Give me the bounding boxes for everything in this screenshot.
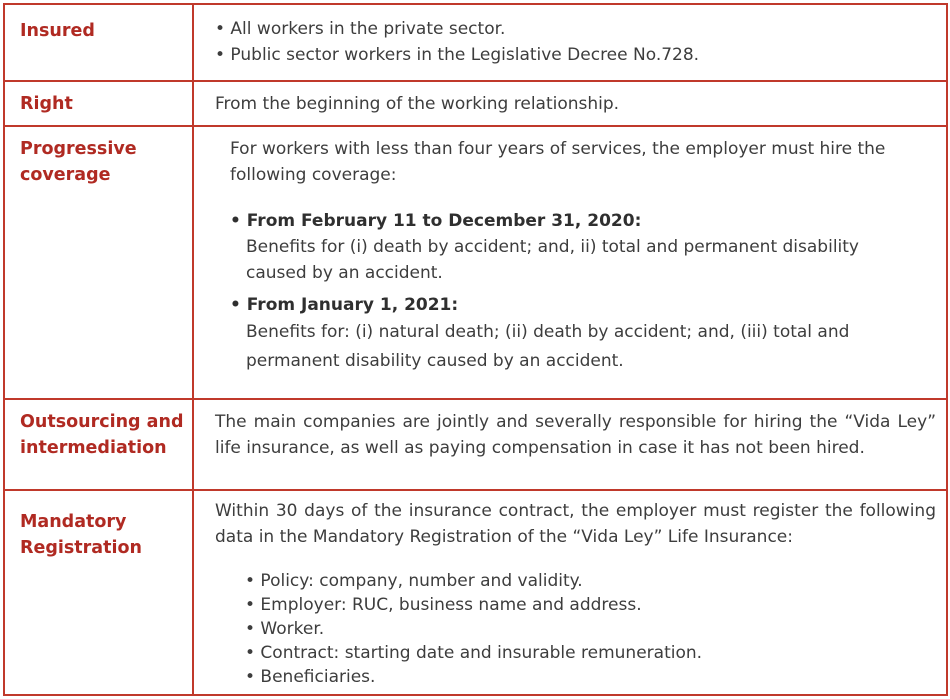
row-content-insured <box>215 16 936 68</box>
row-label-outsourcing: Outsourcing and intermediation <box>20 412 184 458</box>
info-table <box>3 3 948 696</box>
period-text: Benefits for: (i) natural death; (ii) death by accident; and, (iii) total and permanent disability caused by an accident. <box>246 322 850 371</box>
column-divider <box>192 82 194 125</box>
column-divider <box>192 400 194 489</box>
column-divider <box>192 127 194 398</box>
registration-intro: Within 30 days of the insurance contract, the employer must register the following data in the Mandatory Registration of the “Vida Ley” Life Insurance: <box>215 501 936 547</box>
row-content-right: From the beginning of the working relationship. <box>215 94 620 114</box>
period-heading: • From January 1, 2021: <box>230 295 459 315</box>
list-item: • Beneficiaries. <box>245 667 376 687</box>
period-heading: • From February 11 to December 31, 2020: <box>230 211 642 231</box>
period-text: Benefits for (i) death by accident; and, ii) total and permanent disability caused by an accident. <box>246 237 859 283</box>
row-content-progressive-coverage <box>230 136 936 376</box>
row-label-mandatory-registration: Mandatory Registration <box>20 512 142 558</box>
period-block <box>230 208 936 286</box>
row-content-outsourcing: The main companies are jointly and severally responsible for hiring the “Vida Ley” life insurance, as well as paying compensation in case it has not been hired. <box>215 412 936 458</box>
table-row-outsourcing <box>5 398 946 489</box>
column-divider <box>192 5 194 80</box>
table-row-mandatory-registration <box>5 489 946 694</box>
list-item: • Contract: starting date and insurable remuneration. <box>245 643 703 663</box>
registration-list <box>215 569 936 689</box>
coverage-intro: For workers with less than four years of services, the employer must hire the following coverage: <box>230 139 886 185</box>
bullet-item: • All workers in the private sector. <box>215 19 506 39</box>
row-label-insured: Insured <box>20 21 95 41</box>
list-item: • Worker. <box>245 619 325 639</box>
row-content-mandatory-registration <box>215 498 936 689</box>
column-divider <box>192 491 194 694</box>
table-row-right <box>5 80 946 125</box>
row-label-right: Right <box>20 94 73 114</box>
period-block <box>230 292 936 376</box>
bullet-item: • Public sector workers in the Legislative Decree No.728. <box>215 45 700 65</box>
list-item: • Policy: company, number and validity. <box>245 571 583 591</box>
table-row-progressive-coverage <box>5 125 946 398</box>
table-row-insured <box>5 5 946 80</box>
list-item: • Employer: RUC, business name and address. <box>245 595 642 615</box>
row-label-progressive-coverage: Progressive coverage <box>20 139 137 185</box>
